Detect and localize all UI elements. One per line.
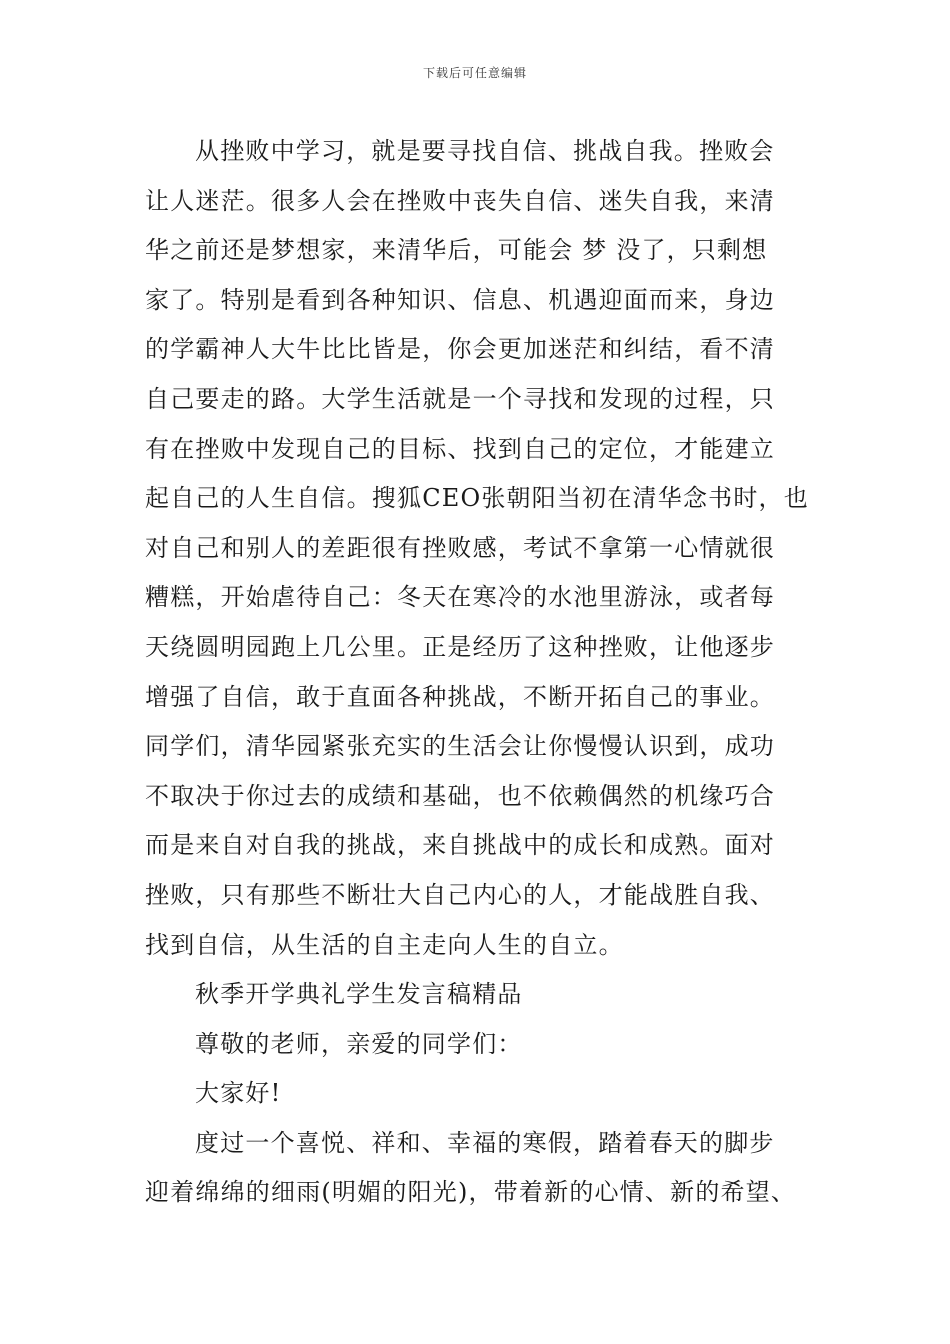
salutation: 尊敬的老师，亲爱的同学们： [195, 1029, 523, 1058]
paragraph-line: 有在挫败中发现自己的目标、找到自己的定位，才能建立 [145, 434, 775, 463]
paragraph-line: 起自己的人生自信。搜狐CEO张朝阳当初在清华念书时，也 [145, 484, 809, 513]
greeting: 大家好! [195, 1079, 282, 1108]
header-note: 下载后可任意编辑 [422, 66, 527, 80]
paragraph-line: 挫败，只有那些不断壮大自己内心的人，才能战胜自我、 [145, 880, 775, 909]
paragraph-line: 让人迷茫。很多人会在挫败中丧失自信、迷失自我，来清 [145, 186, 775, 215]
paragraph-line: 糟糕，开始虐待自己：冬天在寒冷的水池里游泳，或者每 [145, 583, 775, 612]
paragraph-line: 同学们，清华园紧张充实的生活会让你慢慢认识到，成功 [145, 732, 775, 761]
paragraph-line: 增强了自信，敢于直面各种挑战，不断开拓自己的事业。 [145, 682, 775, 711]
paragraph-line: 对自己和别人的差距很有挫败感，考试不拿第一心情就很 [145, 533, 775, 562]
paragraph-line: 而是来自对自我的挑战，来自挑战中的成长和成熟。面对 [145, 831, 775, 860]
paragraph-line: 从挫败中学习，就是要寻找自信、挑战自我。挫败会 [195, 137, 775, 165]
paragraph-line: 找到自信，从生活的自主走向人生的自立。 [145, 930, 624, 959]
body-text [145, 127, 815, 1218]
paragraph-line: 度过一个喜悦、祥和、幸福的寒假，踏着春天的脚步 [195, 1128, 775, 1157]
paragraph-line: 自己要走的路。大学生活就是一个寻找和发现的过程，只 [145, 384, 775, 413]
paragraph-line: 华之前还是梦想家，来清华后，可能会 梦 没了，只剩想 [145, 236, 768, 265]
paragraph-line: 不取决于你过去的成绩和基础，也不依赖偶然的机缘巧合 [145, 781, 775, 810]
paragraph-line: 家了。特别是看到各种知识、信息、机遇迎面而来，身边 [145, 285, 775, 314]
paragraph-line: 的学霸神人大牛比比皆是，你会更加迷茫和纠结，看不清 [145, 335, 775, 364]
paragraph-line: 天绕圆明园跑上几公里。正是经历了这种挫败，让他逐步 [145, 632, 775, 661]
section-title: 秋季开学典礼学生发言稿精品 [195, 980, 523, 1009]
paragraph-line: 迎着绵绵的细雨(明媚的阳光)，带着新的心情、新的希望、 [145, 1178, 797, 1207]
